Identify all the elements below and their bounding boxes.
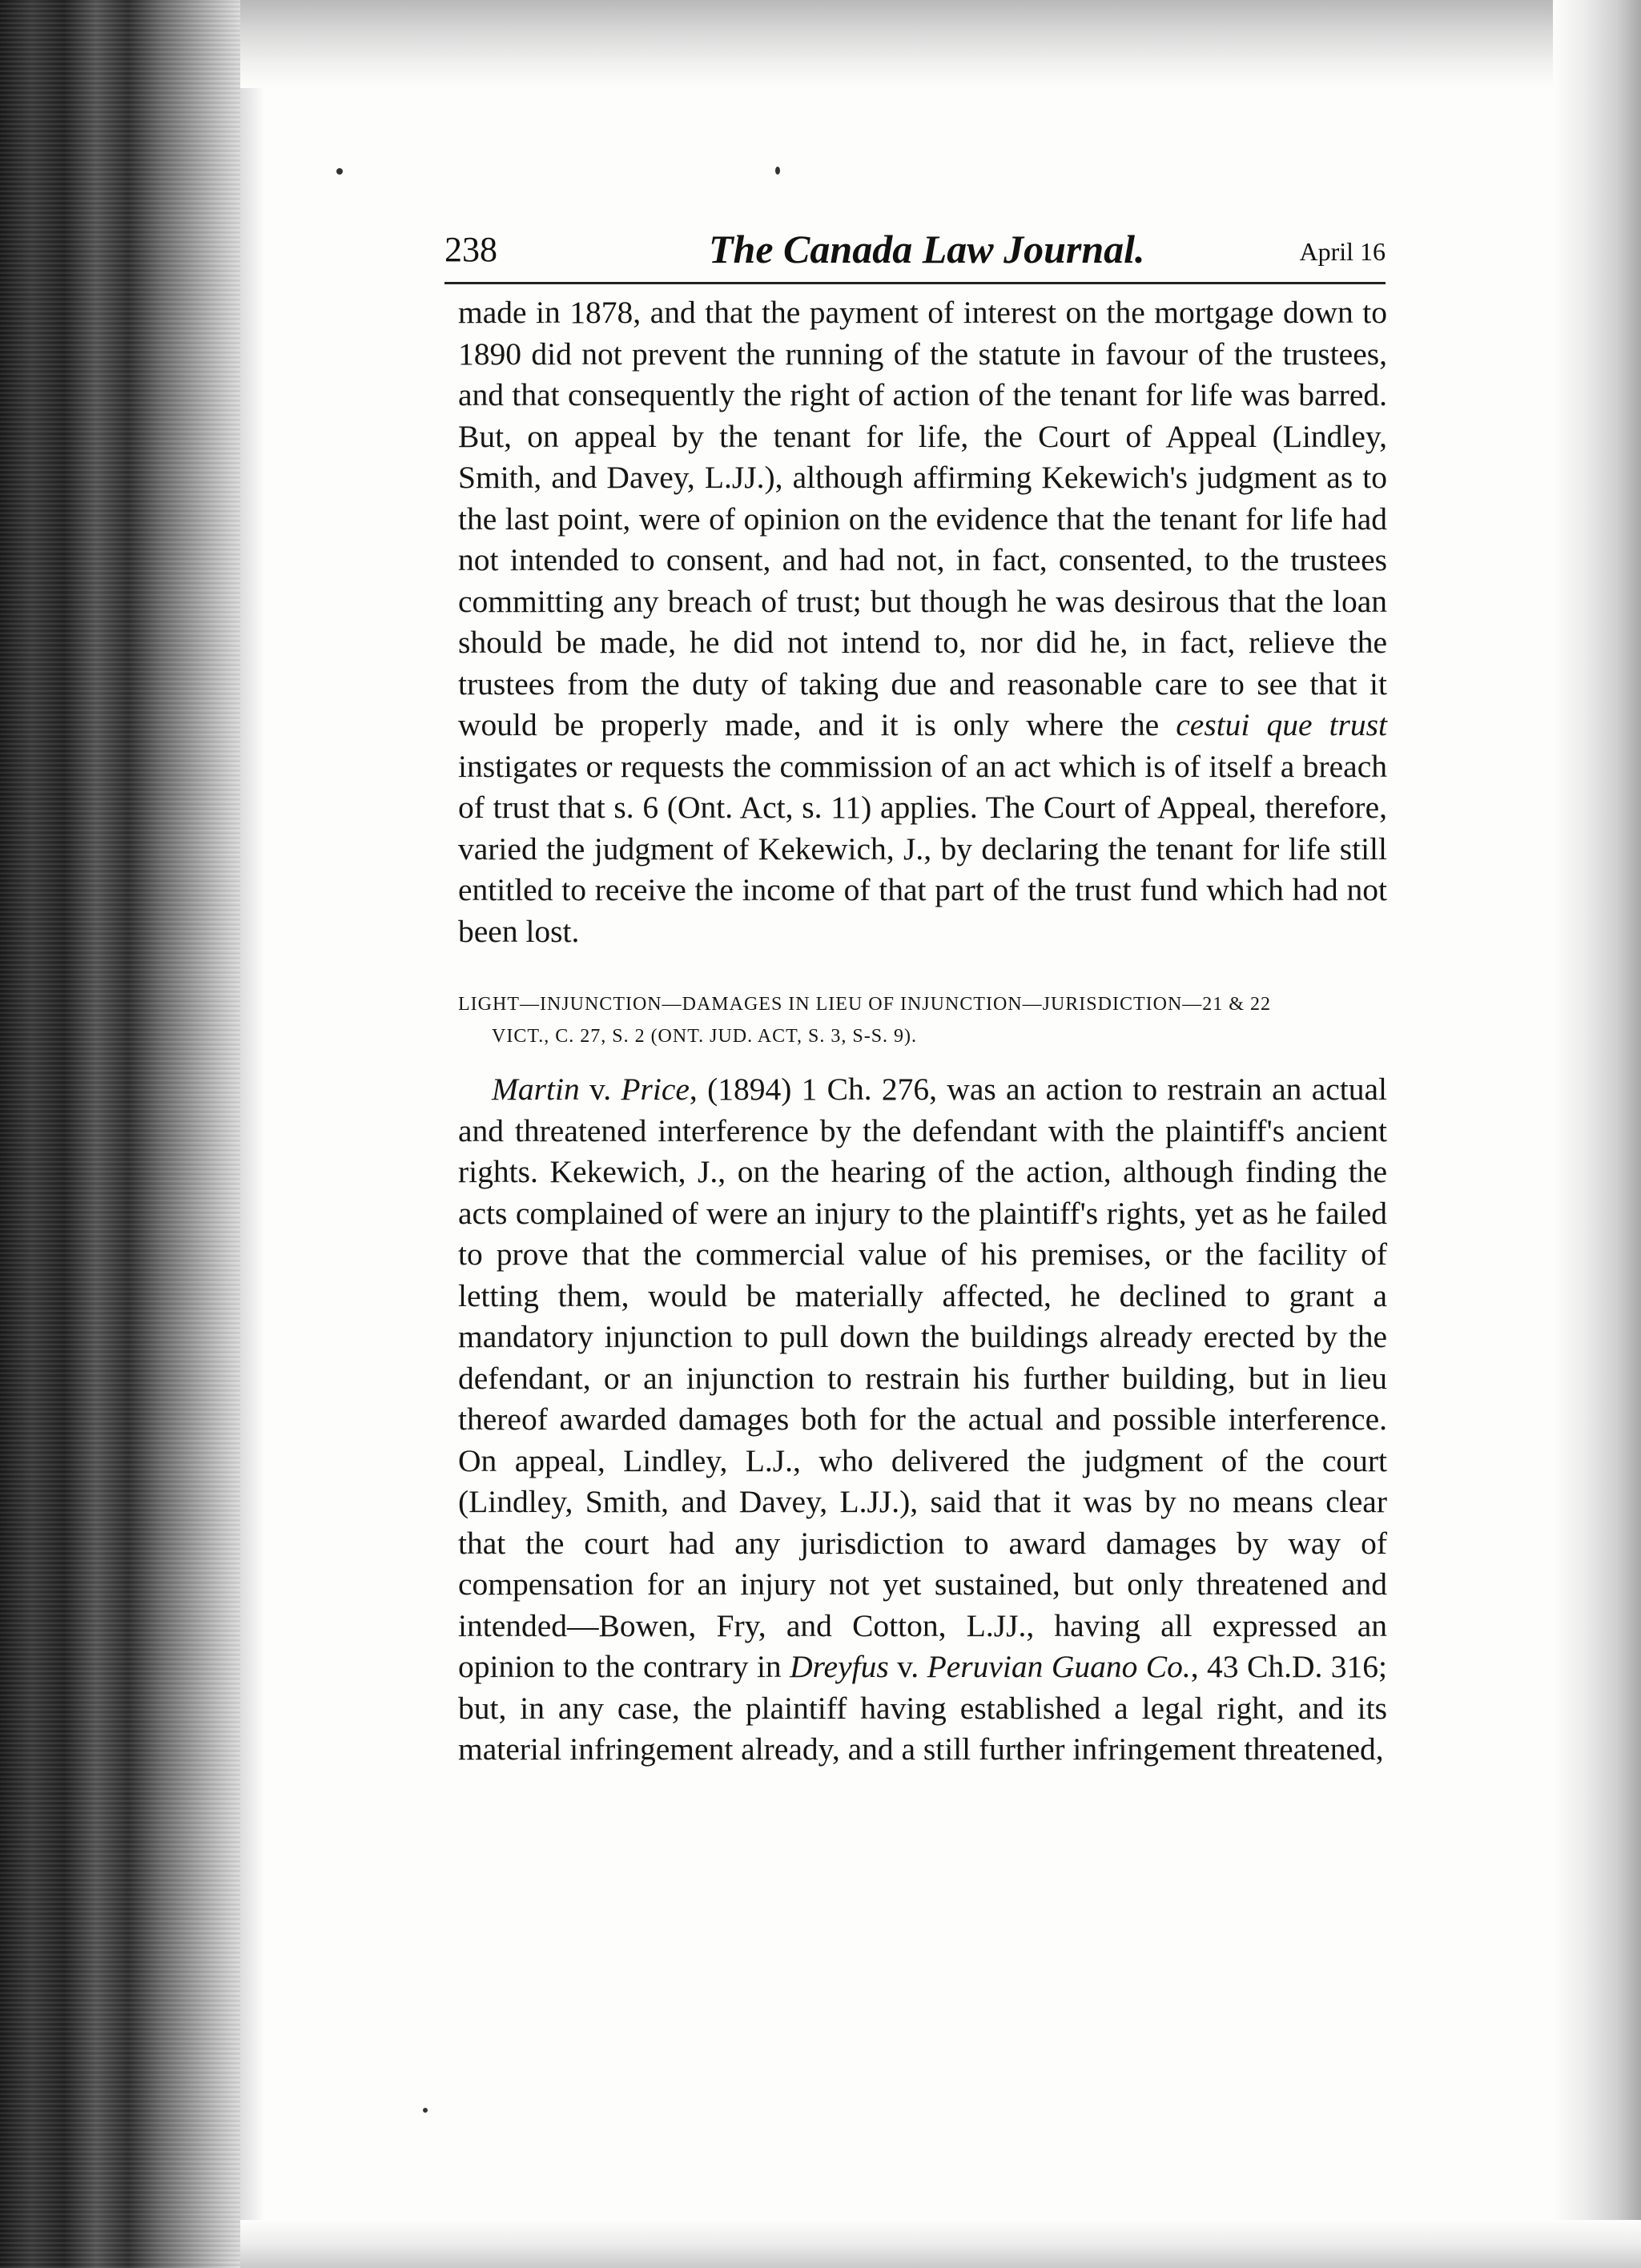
case-text: , (1894) 1 Ch. 276, was an action to restrain an actual and threatened interference by the defendant with the plaintiff's ancient rights. Kekewich, J., on the hearing of the action, although finding the acts complained of were an injury to the plaintiff's rights, yet as he failed to prove that the commercial value of his premises, or the facility of letting them, would be materially affected, he declined to grant a mandatory injunction to pull down the buildings already erected by the defendant, or an injunction to restrain his further building, but in lieu thereof awarded damages both for the actual and possible interference. On appeal, Lindley, L.J., who delivered the judgment of the court (Lindley, Smith, and Davey, L.JJ.), said that it was by no means clear that the court had any jurisdiction to award damages by way of compensation for an injury not yet sustained, but only threatened and intended—Bowen, Fry, and Cotton, L.JJ., having all expressed an opinion to the contrary in bbox=[458, 1072, 1387, 1684]
journal-title: The Canada Law Journal. bbox=[709, 227, 1145, 271]
scan-speck bbox=[423, 2108, 428, 2113]
cited-case-a: Dreyfus bbox=[790, 1649, 889, 1684]
paragraph-text-continued: instigates or requests the commission of an act which is of itself a breach of trust that s. 6 (Ont. Act, s. 11) applies. The Court of Appeal, therefore, varied the judgment of Kekewich, J., by declaring the tenant for life still entitled to receive the income of that part of the trust fund which had not been lost. bbox=[458, 748, 1387, 949]
section-heading-line2: VICT., C. 27, S. 2 (ONT. JUD. ACT, S. 3, S-S. 9). bbox=[492, 1026, 918, 1047]
section-heading: LIGHT—INJUNCTION—DAMAGES IN LIEU OF INJUNCTION—JURISDICTION—21 & 22 bbox=[458, 994, 1271, 1015]
scan-speck bbox=[336, 168, 343, 175]
paragraph-text: made in 1878, and that the payment of interest on the mortgage down to 1890 did not prevent the running of the statute in favour of the trustees, and that consequently the right of action of the tenant for life was barred. But, on appeal by the tenant for life, the Court of Appeal (Lindley, Smith, and Davey, L.JJ.), although affirming Kekewich's judgment as to the last point, were of opinion on the evidence that the tenant for life had not intended to consent, and had not, in fact, consented, to the trustees committing any breach of trust; but though he was desirous that the loan should be made, he did not intend to, nor did he, in fact, relieve the trustees from the duty of taking due and reasonable care to see that it would be properly made, and it is only where the bbox=[458, 295, 1387, 742]
article-body bbox=[458, 292, 1387, 1771]
case-name: Martin bbox=[492, 1072, 580, 1107]
running-head bbox=[444, 226, 1386, 284]
latin-term: cestui que trust bbox=[1176, 707, 1388, 742]
versus: v. bbox=[579, 1072, 621, 1107]
cited-case-b: Peruvian Guano Co. bbox=[927, 1649, 1191, 1684]
top-scan-edge bbox=[240, 0, 1641, 88]
bottom-scan-edge bbox=[240, 2220, 1641, 2268]
issue-date: April 16 bbox=[1299, 237, 1386, 266]
case-paragraph bbox=[458, 1069, 1387, 1771]
scan-speck bbox=[775, 167, 780, 175]
paragraph-continued bbox=[458, 292, 1387, 952]
case-text-continued: , 43 Ch.D. 316; but, in any case, the plaintiff having established a legal right, and its material infringement already, and a still further infringement threatened, bbox=[458, 1649, 1387, 1767]
binding-texture bbox=[0, 0, 240, 2268]
versus-2: v. bbox=[888, 1649, 927, 1684]
page-number: 238 bbox=[444, 230, 497, 269]
case-party: Price bbox=[621, 1072, 690, 1107]
right-scan-edge bbox=[1553, 0, 1641, 2268]
